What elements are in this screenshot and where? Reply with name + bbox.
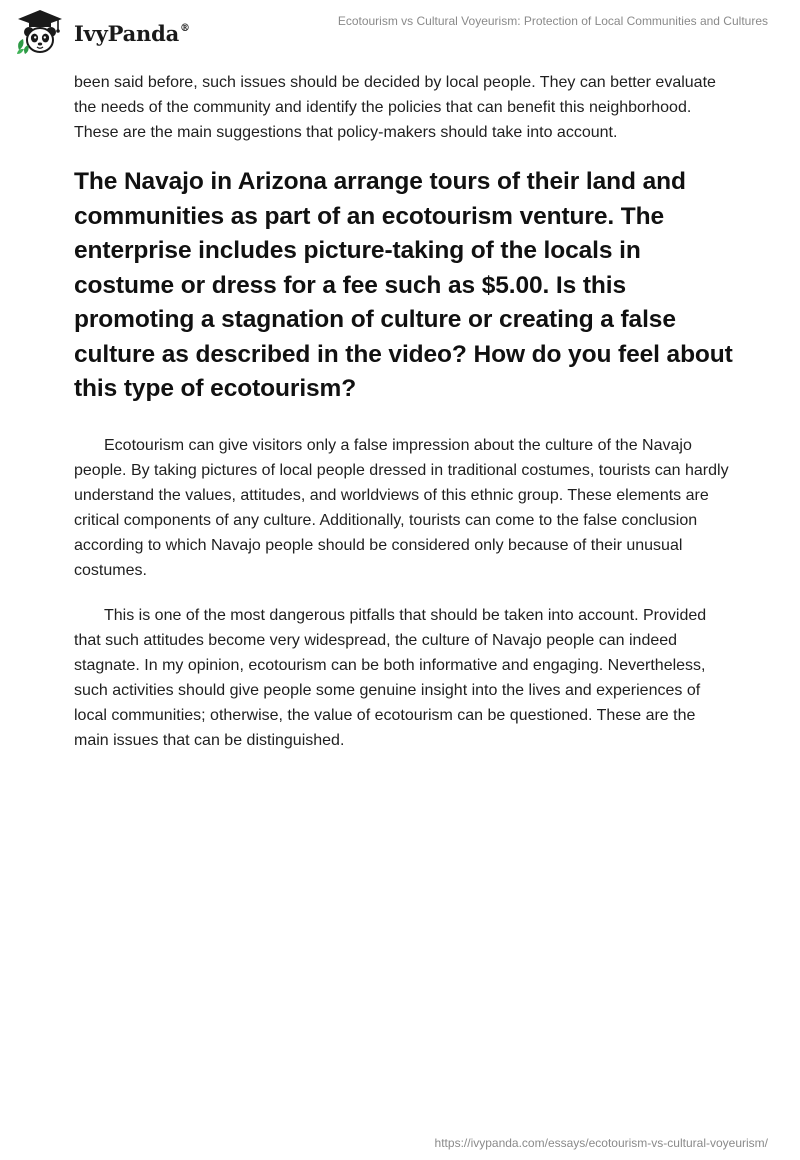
body-paragraph-1: Ecotourism can give visitors only a false impression about the culture of the Navajo people. By taking pictures of local people dressed in traditional costumes, tourists can hardly understand the values, attitudes, and worldviews of this ethnic group. These elements are critical components of any culture. Additionally, tourists can come to the false conclusion according to which Navajo people should be considered only because of their unusual costumes. <box>74 436 729 579</box>
brand-name: IvyPanda® <box>74 20 190 46</box>
ivypanda-logo[interactable] <box>14 8 190 56</box>
page-header <box>0 0 800 64</box>
question-heading: The Navajo in Arizona arrange tours of their land and communities as part of an ecotourism venture. The enterprise includes picture-taking of the locals in costume or dress for a fee such as $5.00. Is this promoting a stagnation of culture or creating a false culture as described in the video? How do you feel about this type of ecotourism? <box>74 168 733 402</box>
essay-content <box>74 70 734 773</box>
source-url[interactable]: https://ivypanda.com/essays/ecotourism-vs-cultural-voyeurism/ <box>434 1136 768 1150</box>
panda-graduate-icon <box>14 8 66 56</box>
registered-mark: ® <box>180 22 190 34</box>
body-paragraph-2: This is one of the most dangerous pitfalls that should be taken into account. Provided that such attitudes become very widespread, the culture of Navajo people can indeed stagnate. In my opinion, ecotourism can be both informative and engaging. Nevertheless, such activities should give people some genuine insight into the lives and experiences of local communities; otherwise, the value of ecotourism can be questioned. These are the main issues that can be distinguished. <box>74 606 707 749</box>
document-title: Ecotourism vs Cultural Voyeurism: Protection of Local Communities and Cultures <box>337 14 768 28</box>
intro-paragraph: been said before, such issues should be decided by local people. They can better evaluate the needs of the community and identify the policies that can benefit this neighborhood. These are the main suggestions that policy-makers should take into account. <box>74 74 716 141</box>
